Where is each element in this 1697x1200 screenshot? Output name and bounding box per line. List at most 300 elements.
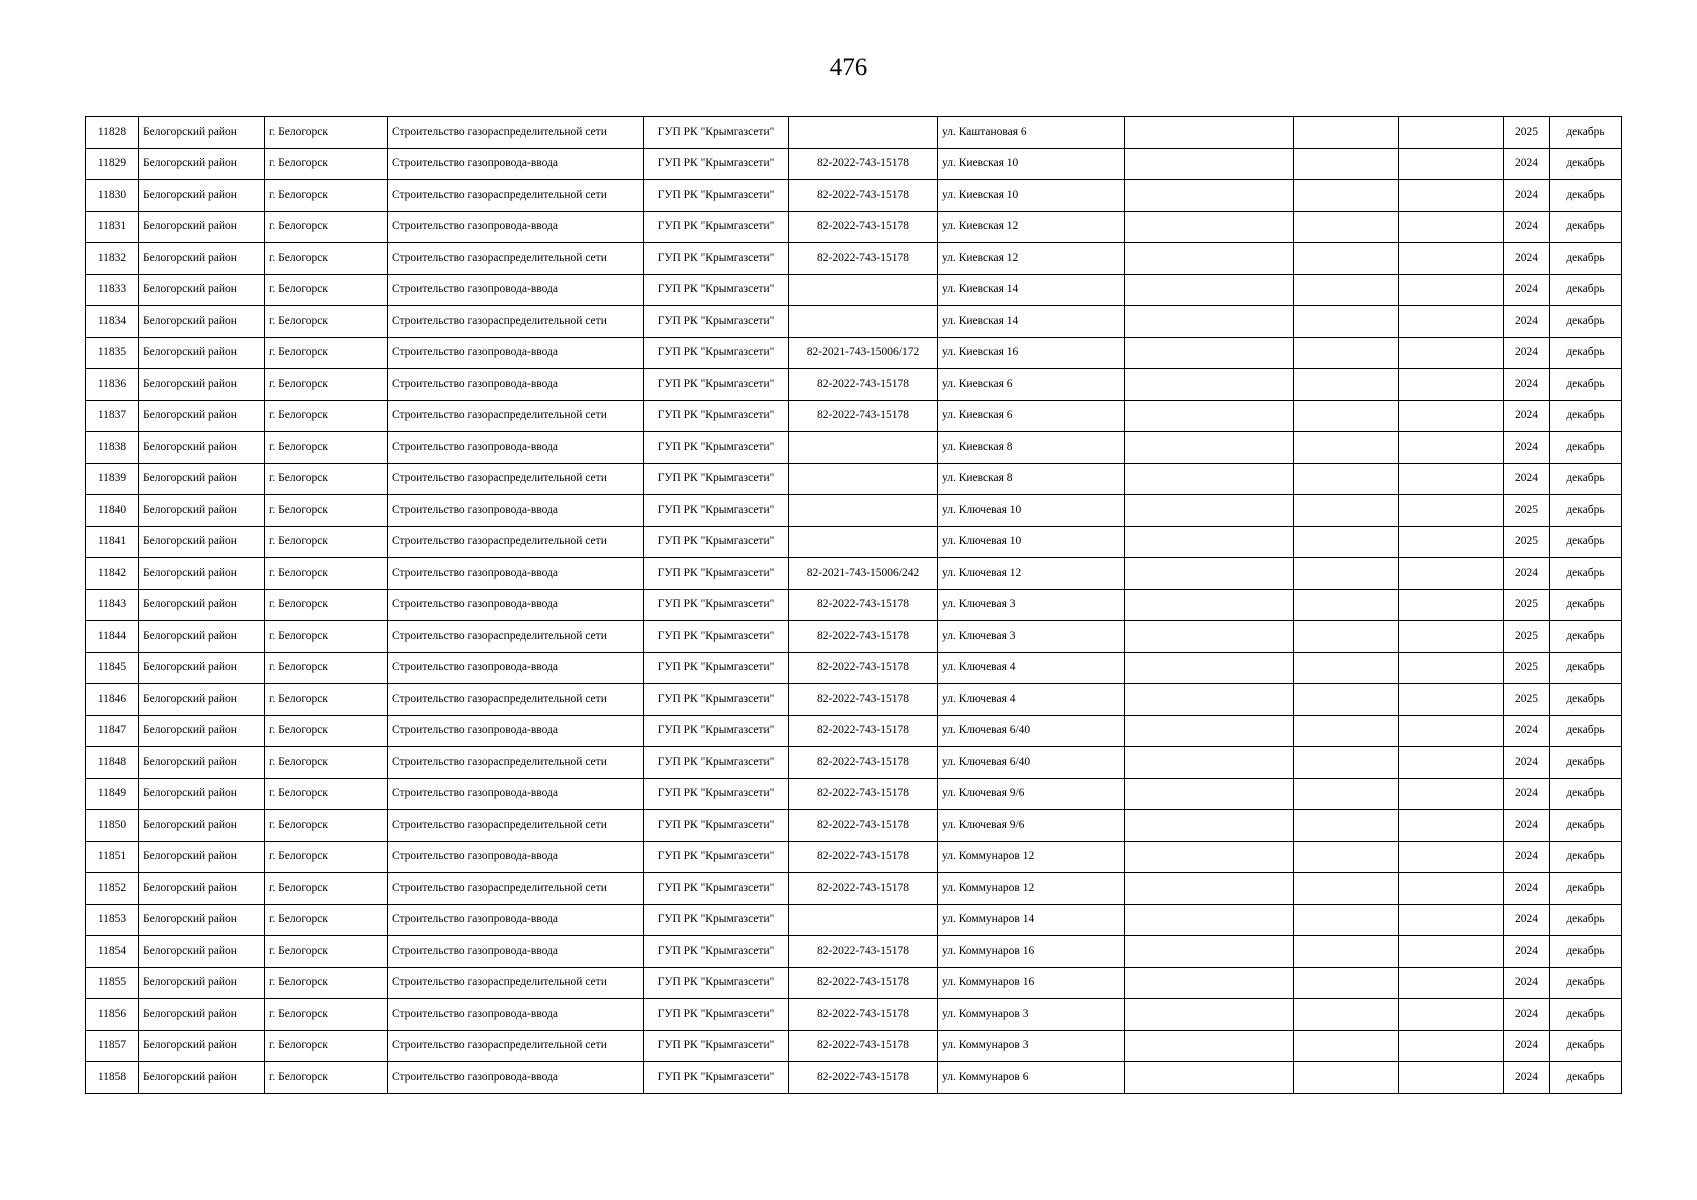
empty-cell [1399,841,1504,873]
empty-cell [1125,432,1294,464]
district-cell: Белогорский район [139,873,265,905]
empty-cell [1294,652,1399,684]
month-cell: декабрь [1550,621,1622,653]
empty-cell [1125,873,1294,905]
permit-code-cell: 82-2022-743-15178 [789,589,938,621]
city-cell: г. Белогорск [265,117,388,149]
record-number: 11851 [86,841,139,873]
table-row [86,558,1622,590]
district-cell: Белогорский район [139,841,265,873]
empty-cell [1399,495,1504,527]
page-number: 476 [829,54,868,81]
year-cell: 2024 [1504,148,1550,180]
month-cell: декабрь [1550,873,1622,905]
record-number: 11828 [86,117,139,149]
table-row [86,274,1622,306]
work-type-cell: Строительство газопровода-ввода [388,999,644,1031]
city-cell: г. Белогорск [265,747,388,779]
address-cell: ул. Коммунаров 16 [938,936,1125,968]
city-cell: г. Белогорск [265,873,388,905]
year-cell: 2025 [1504,652,1550,684]
permit-code-cell: 82-2022-743-15178 [789,211,938,243]
record-number: 11837 [86,400,139,432]
table-row [86,369,1622,401]
district-cell: Белогорский район [139,558,265,590]
address-cell: ул. Ключевая 3 [938,621,1125,653]
month-cell: декабрь [1550,463,1622,495]
work-type-cell: Строительство газопровода-ввода [388,778,644,810]
table-row [86,243,1622,275]
district-cell: Белогорский район [139,652,265,684]
empty-cell [1125,558,1294,590]
empty-cell [1125,369,1294,401]
district-cell: Белогорский район [139,306,265,338]
work-type-cell: Строительство газопровода-ввода [388,337,644,369]
empty-cell [1294,873,1399,905]
month-cell: декабрь [1550,400,1622,432]
district-cell: Белогорский район [139,715,265,747]
month-cell: декабрь [1550,810,1622,842]
table-row [86,873,1622,905]
empty-cell [1125,180,1294,212]
month-cell: декабрь [1550,1030,1622,1062]
record-number: 11841 [86,526,139,558]
table-row [86,1030,1622,1062]
organization-cell: ГУП РК "Крымгазсети" [644,778,789,810]
address-cell: ул. Киевская 16 [938,337,1125,369]
empty-cell [1399,211,1504,243]
work-type-cell: Строительство газораспределительной сети [388,967,644,999]
address-cell: ул. Ключевая 10 [938,526,1125,558]
address-cell: ул. Ключевая 12 [938,558,1125,590]
permit-code-cell [789,306,938,338]
year-cell: 2024 [1504,841,1550,873]
empty-cell [1399,148,1504,180]
year-cell: 2024 [1504,1062,1550,1094]
district-cell: Белогорский район [139,589,265,621]
empty-cell [1125,117,1294,149]
district-cell: Белогорский район [139,904,265,936]
empty-cell [1294,1062,1399,1094]
record-number: 11855 [86,967,139,999]
city-cell: г. Белогорск [265,432,388,464]
empty-cell [1399,684,1504,716]
empty-cell [1294,589,1399,621]
city-cell: г. Белогорск [265,621,388,653]
organization-cell: ГУП РК "Крымгазсети" [644,211,789,243]
table-row [86,1062,1622,1094]
year-cell: 2025 [1504,526,1550,558]
address-cell: ул. Ключевая 9/6 [938,778,1125,810]
month-cell: декабрь [1550,747,1622,779]
work-type-cell: Строительство газораспределительной сети [388,747,644,779]
city-cell: г. Белогорск [265,589,388,621]
empty-cell [1294,747,1399,779]
address-cell: ул. Коммунаров 14 [938,904,1125,936]
city-cell: г. Белогорск [265,337,388,369]
work-type-cell: Строительство газопровода-ввода [388,589,644,621]
month-cell: декабрь [1550,243,1622,275]
permit-code-cell: 82-2022-743-15178 [789,967,938,999]
record-number: 11845 [86,652,139,684]
district-cell: Белогорский район [139,274,265,306]
year-cell: 2024 [1504,936,1550,968]
city-cell: г. Белогорск [265,243,388,275]
empty-cell [1125,495,1294,527]
year-cell: 2025 [1504,589,1550,621]
table-row [86,841,1622,873]
table-row [86,684,1622,716]
address-cell: ул. Киевская 10 [938,148,1125,180]
address-cell: ул. Каштановая 6 [938,117,1125,149]
organization-cell: ГУП РК "Крымгазсети" [644,684,789,716]
district-cell: Белогорский район [139,967,265,999]
empty-cell [1399,243,1504,275]
permit-code-cell: 82-2022-743-15178 [789,652,938,684]
empty-cell [1125,715,1294,747]
year-cell: 2025 [1504,621,1550,653]
month-cell: декабрь [1550,589,1622,621]
district-cell: Белогорский район [139,337,265,369]
empty-cell [1399,936,1504,968]
work-type-cell: Строительство газораспределительной сети [388,243,644,275]
city-cell: г. Белогорск [265,180,388,212]
month-cell: декабрь [1550,904,1622,936]
work-type-cell: Строительство газопровода-ввода [388,274,644,306]
month-cell: декабрь [1550,148,1622,180]
city-cell: г. Белогорск [265,558,388,590]
month-cell: декабрь [1550,432,1622,464]
work-type-cell: Строительство газораспределительной сети [388,621,644,653]
record-number: 11830 [86,180,139,212]
empty-cell [1399,274,1504,306]
organization-cell: ГУП РК "Крымгазсети" [644,999,789,1031]
year-cell: 2024 [1504,1030,1550,1062]
organization-cell: ГУП РК "Крымгазсети" [644,873,789,905]
empty-cell [1294,1030,1399,1062]
organization-cell: ГУП РК "Крымгазсети" [644,306,789,338]
empty-cell [1294,778,1399,810]
table-row [86,652,1622,684]
empty-cell [1294,999,1399,1031]
empty-cell [1399,999,1504,1031]
district-cell: Белогорский район [139,463,265,495]
month-cell: декабрь [1550,778,1622,810]
table-row [86,999,1622,1031]
work-type-cell: Строительство газораспределительной сети [388,306,644,338]
organization-cell: ГУП РК "Крымгазсети" [644,243,789,275]
organization-cell: ГУП РК "Крымгазсети" [644,180,789,212]
table-body [86,117,1622,1094]
record-number: 11847 [86,715,139,747]
empty-cell [1294,715,1399,747]
empty-cell [1125,999,1294,1031]
table-row [86,589,1622,621]
month-cell: декабрь [1550,274,1622,306]
empty-cell [1399,747,1504,779]
organization-cell: ГУП РК "Крымгазсети" [644,400,789,432]
month-cell: декабрь [1550,558,1622,590]
table-row [86,526,1622,558]
organization-cell: ГУП РК "Крымгазсети" [644,810,789,842]
year-cell: 2024 [1504,558,1550,590]
year-cell: 2024 [1504,306,1550,338]
city-cell: г. Белогорск [265,936,388,968]
district-cell: Белогорский район [139,400,265,432]
empty-cell [1294,337,1399,369]
city-cell: г. Белогорск [265,810,388,842]
empty-cell [1294,463,1399,495]
address-cell: ул. Коммунаров 16 [938,967,1125,999]
table-row [86,715,1622,747]
empty-cell [1399,369,1504,401]
work-type-cell: Строительство газопровода-ввода [388,495,644,527]
address-cell: ул. Ключевая 9/6 [938,810,1125,842]
address-cell: ул. Киевская 6 [938,400,1125,432]
empty-cell [1125,211,1294,243]
month-cell: декабрь [1550,652,1622,684]
year-cell: 2024 [1504,463,1550,495]
organization-cell: ГУП РК "Крымгазсети" [644,967,789,999]
year-cell: 2024 [1504,715,1550,747]
table-row [86,432,1622,464]
empty-cell [1294,936,1399,968]
address-cell: ул. Коммунаров 12 [938,873,1125,905]
empty-cell [1294,967,1399,999]
address-cell: ул. Коммунаров 3 [938,1030,1125,1062]
address-cell: ул. Киевская 12 [938,243,1125,275]
organization-cell: ГУП РК "Крымгазсети" [644,558,789,590]
year-cell: 2024 [1504,999,1550,1031]
year-cell: 2024 [1504,369,1550,401]
city-cell: г. Белогорск [265,400,388,432]
empty-cell [1125,684,1294,716]
permit-code-cell: 82-2022-743-15178 [789,841,938,873]
address-cell: ул. Киевская 8 [938,463,1125,495]
empty-cell [1399,904,1504,936]
permit-code-cell: 82-2022-743-15178 [789,936,938,968]
empty-cell [1399,621,1504,653]
district-cell: Белогорский район [139,1062,265,1094]
permit-code-cell: 82-2022-743-15178 [789,810,938,842]
record-number: 11840 [86,495,139,527]
organization-cell: ГУП РК "Крымгазсети" [644,369,789,401]
year-cell: 2024 [1504,810,1550,842]
table-row [86,967,1622,999]
district-cell: Белогорский район [139,148,265,180]
work-type-cell: Строительство газопровода-ввода [388,211,644,243]
permit-code-cell: 82-2022-743-15178 [789,400,938,432]
record-number: 11829 [86,148,139,180]
permit-code-cell: 82-2022-743-15178 [789,1062,938,1094]
month-cell: декабрь [1550,211,1622,243]
district-cell: Белогорский район [139,621,265,653]
record-number: 11852 [86,873,139,905]
empty-cell [1294,684,1399,716]
organization-cell: ГУП РК "Крымгазсети" [644,621,789,653]
year-cell: 2024 [1504,747,1550,779]
year-cell: 2024 [1504,180,1550,212]
empty-cell [1125,904,1294,936]
year-cell: 2025 [1504,117,1550,149]
city-cell: г. Белогорск [265,463,388,495]
empty-cell [1399,810,1504,842]
city-cell: г. Белогорск [265,904,388,936]
year-cell: 2024 [1504,211,1550,243]
empty-cell [1125,778,1294,810]
table-row [86,117,1622,149]
organization-cell: ГУП РК "Крымгазсети" [644,841,789,873]
city-cell: г. Белогорск [265,652,388,684]
month-cell: декабрь [1550,684,1622,716]
empty-cell [1125,652,1294,684]
district-cell: Белогорский район [139,526,265,558]
organization-cell: ГУП РК "Крымгазсети" [644,1030,789,1062]
city-cell: г. Белогорск [265,211,388,243]
table-row [86,621,1622,653]
record-number: 11853 [86,904,139,936]
record-number: 11849 [86,778,139,810]
empty-cell [1125,1062,1294,1094]
work-type-cell: Строительство газопровода-ввода [388,936,644,968]
city-cell: г. Белогорск [265,306,388,338]
permit-code-cell: 82-2022-743-15178 [789,243,938,275]
empty-cell [1125,841,1294,873]
record-number: 11833 [86,274,139,306]
organization-cell: ГУП РК "Крымгазсети" [644,652,789,684]
empty-cell [1294,211,1399,243]
month-cell: декабрь [1550,337,1622,369]
objects-table [85,116,1622,1094]
month-cell: декабрь [1550,967,1622,999]
record-number: 11857 [86,1030,139,1062]
empty-cell [1125,306,1294,338]
work-type-cell: Строительство газораспределительной сети [388,400,644,432]
organization-cell: ГУП РК "Крымгазсети" [644,526,789,558]
city-cell: г. Белогорск [265,1030,388,1062]
empty-cell [1399,117,1504,149]
month-cell: декабрь [1550,180,1622,212]
permit-code-cell: 82-2022-743-15178 [789,778,938,810]
work-type-cell: Строительство газораспределительной сети [388,526,644,558]
organization-cell: ГУП РК "Крымгазсети" [644,936,789,968]
address-cell: ул. Киевская 8 [938,432,1125,464]
year-cell: 2024 [1504,274,1550,306]
empty-cell [1399,1030,1504,1062]
year-cell: 2024 [1504,432,1550,464]
empty-cell [1125,148,1294,180]
record-number: 11856 [86,999,139,1031]
month-cell: декабрь [1550,936,1622,968]
empty-cell [1294,526,1399,558]
permit-code-cell [789,904,938,936]
city-cell: г. Белогорск [265,274,388,306]
organization-cell: ГУП РК "Крымгазсети" [644,1062,789,1094]
city-cell: г. Белогорск [265,148,388,180]
permit-code-cell: 82-2022-743-15178 [789,999,938,1031]
district-cell: Белогорский район [139,117,265,149]
city-cell: г. Белогорск [265,495,388,527]
work-type-cell: Строительство газопровода-ввода [388,432,644,464]
organization-cell: ГУП РК "Крымгазсети" [644,495,789,527]
empty-cell [1294,180,1399,212]
empty-cell [1399,652,1504,684]
work-type-cell: Строительство газопровода-ввода [388,558,644,590]
work-type-cell: Строительство газораспределительной сети [388,180,644,212]
record-number: 11834 [86,306,139,338]
work-type-cell: Строительство газораспределительной сети [388,873,644,905]
permit-code-cell [789,432,938,464]
empty-cell [1294,117,1399,149]
district-cell: Белогорский район [139,1030,265,1062]
record-number: 11850 [86,810,139,842]
record-number: 11842 [86,558,139,590]
city-cell: г. Белогорск [265,999,388,1031]
empty-cell [1294,274,1399,306]
city-cell: г. Белогорск [265,778,388,810]
month-cell: декабрь [1550,715,1622,747]
empty-cell [1399,873,1504,905]
city-cell: г. Белогорск [265,369,388,401]
empty-cell [1294,495,1399,527]
empty-cell [1399,306,1504,338]
address-cell: ул. Ключевая 6/40 [938,715,1125,747]
empty-cell [1294,810,1399,842]
table-row [86,810,1622,842]
empty-cell [1399,400,1504,432]
permit-code-cell: 82-2021-743-15006/242 [789,558,938,590]
month-cell: декабрь [1550,369,1622,401]
table-row [86,495,1622,527]
month-cell: декабрь [1550,495,1622,527]
address-cell: ул. Киевская 14 [938,274,1125,306]
work-type-cell: Строительство газопровода-ввода [388,841,644,873]
work-type-cell: Строительство газораспределительной сети [388,684,644,716]
empty-cell [1125,400,1294,432]
record-number: 11838 [86,432,139,464]
record-number: 11854 [86,936,139,968]
address-cell: ул. Киевская 6 [938,369,1125,401]
district-cell: Белогорский район [139,778,265,810]
year-cell: 2024 [1504,778,1550,810]
table-row [86,211,1622,243]
organization-cell: ГУП РК "Крымгазсети" [644,274,789,306]
address-cell: ул. Киевская 14 [938,306,1125,338]
district-cell: Белогорский район [139,999,265,1031]
address-cell: ул. Коммунаров 12 [938,841,1125,873]
record-number: 11832 [86,243,139,275]
address-cell: ул. Киевская 12 [938,211,1125,243]
permit-code-cell [789,495,938,527]
permit-code-cell: 82-2022-743-15178 [789,180,938,212]
city-cell: г. Белогорск [265,967,388,999]
organization-cell: ГУП РК "Крымгазсети" [644,747,789,779]
organization-cell: ГУП РК "Крымгазсети" [644,589,789,621]
work-type-cell: Строительство газопровода-ввода [388,148,644,180]
year-cell: 2024 [1504,337,1550,369]
year-cell: 2024 [1504,400,1550,432]
table-row [86,747,1622,779]
year-cell: 2025 [1504,684,1550,716]
month-cell: декабрь [1550,117,1622,149]
year-cell: 2025 [1504,495,1550,527]
empty-cell [1125,526,1294,558]
address-cell: ул. Ключевая 4 [938,652,1125,684]
work-type-cell: Строительство газопровода-ввода [388,369,644,401]
empty-cell [1399,778,1504,810]
district-cell: Белогорский район [139,243,265,275]
address-cell: ул. Коммунаров 6 [938,1062,1125,1094]
